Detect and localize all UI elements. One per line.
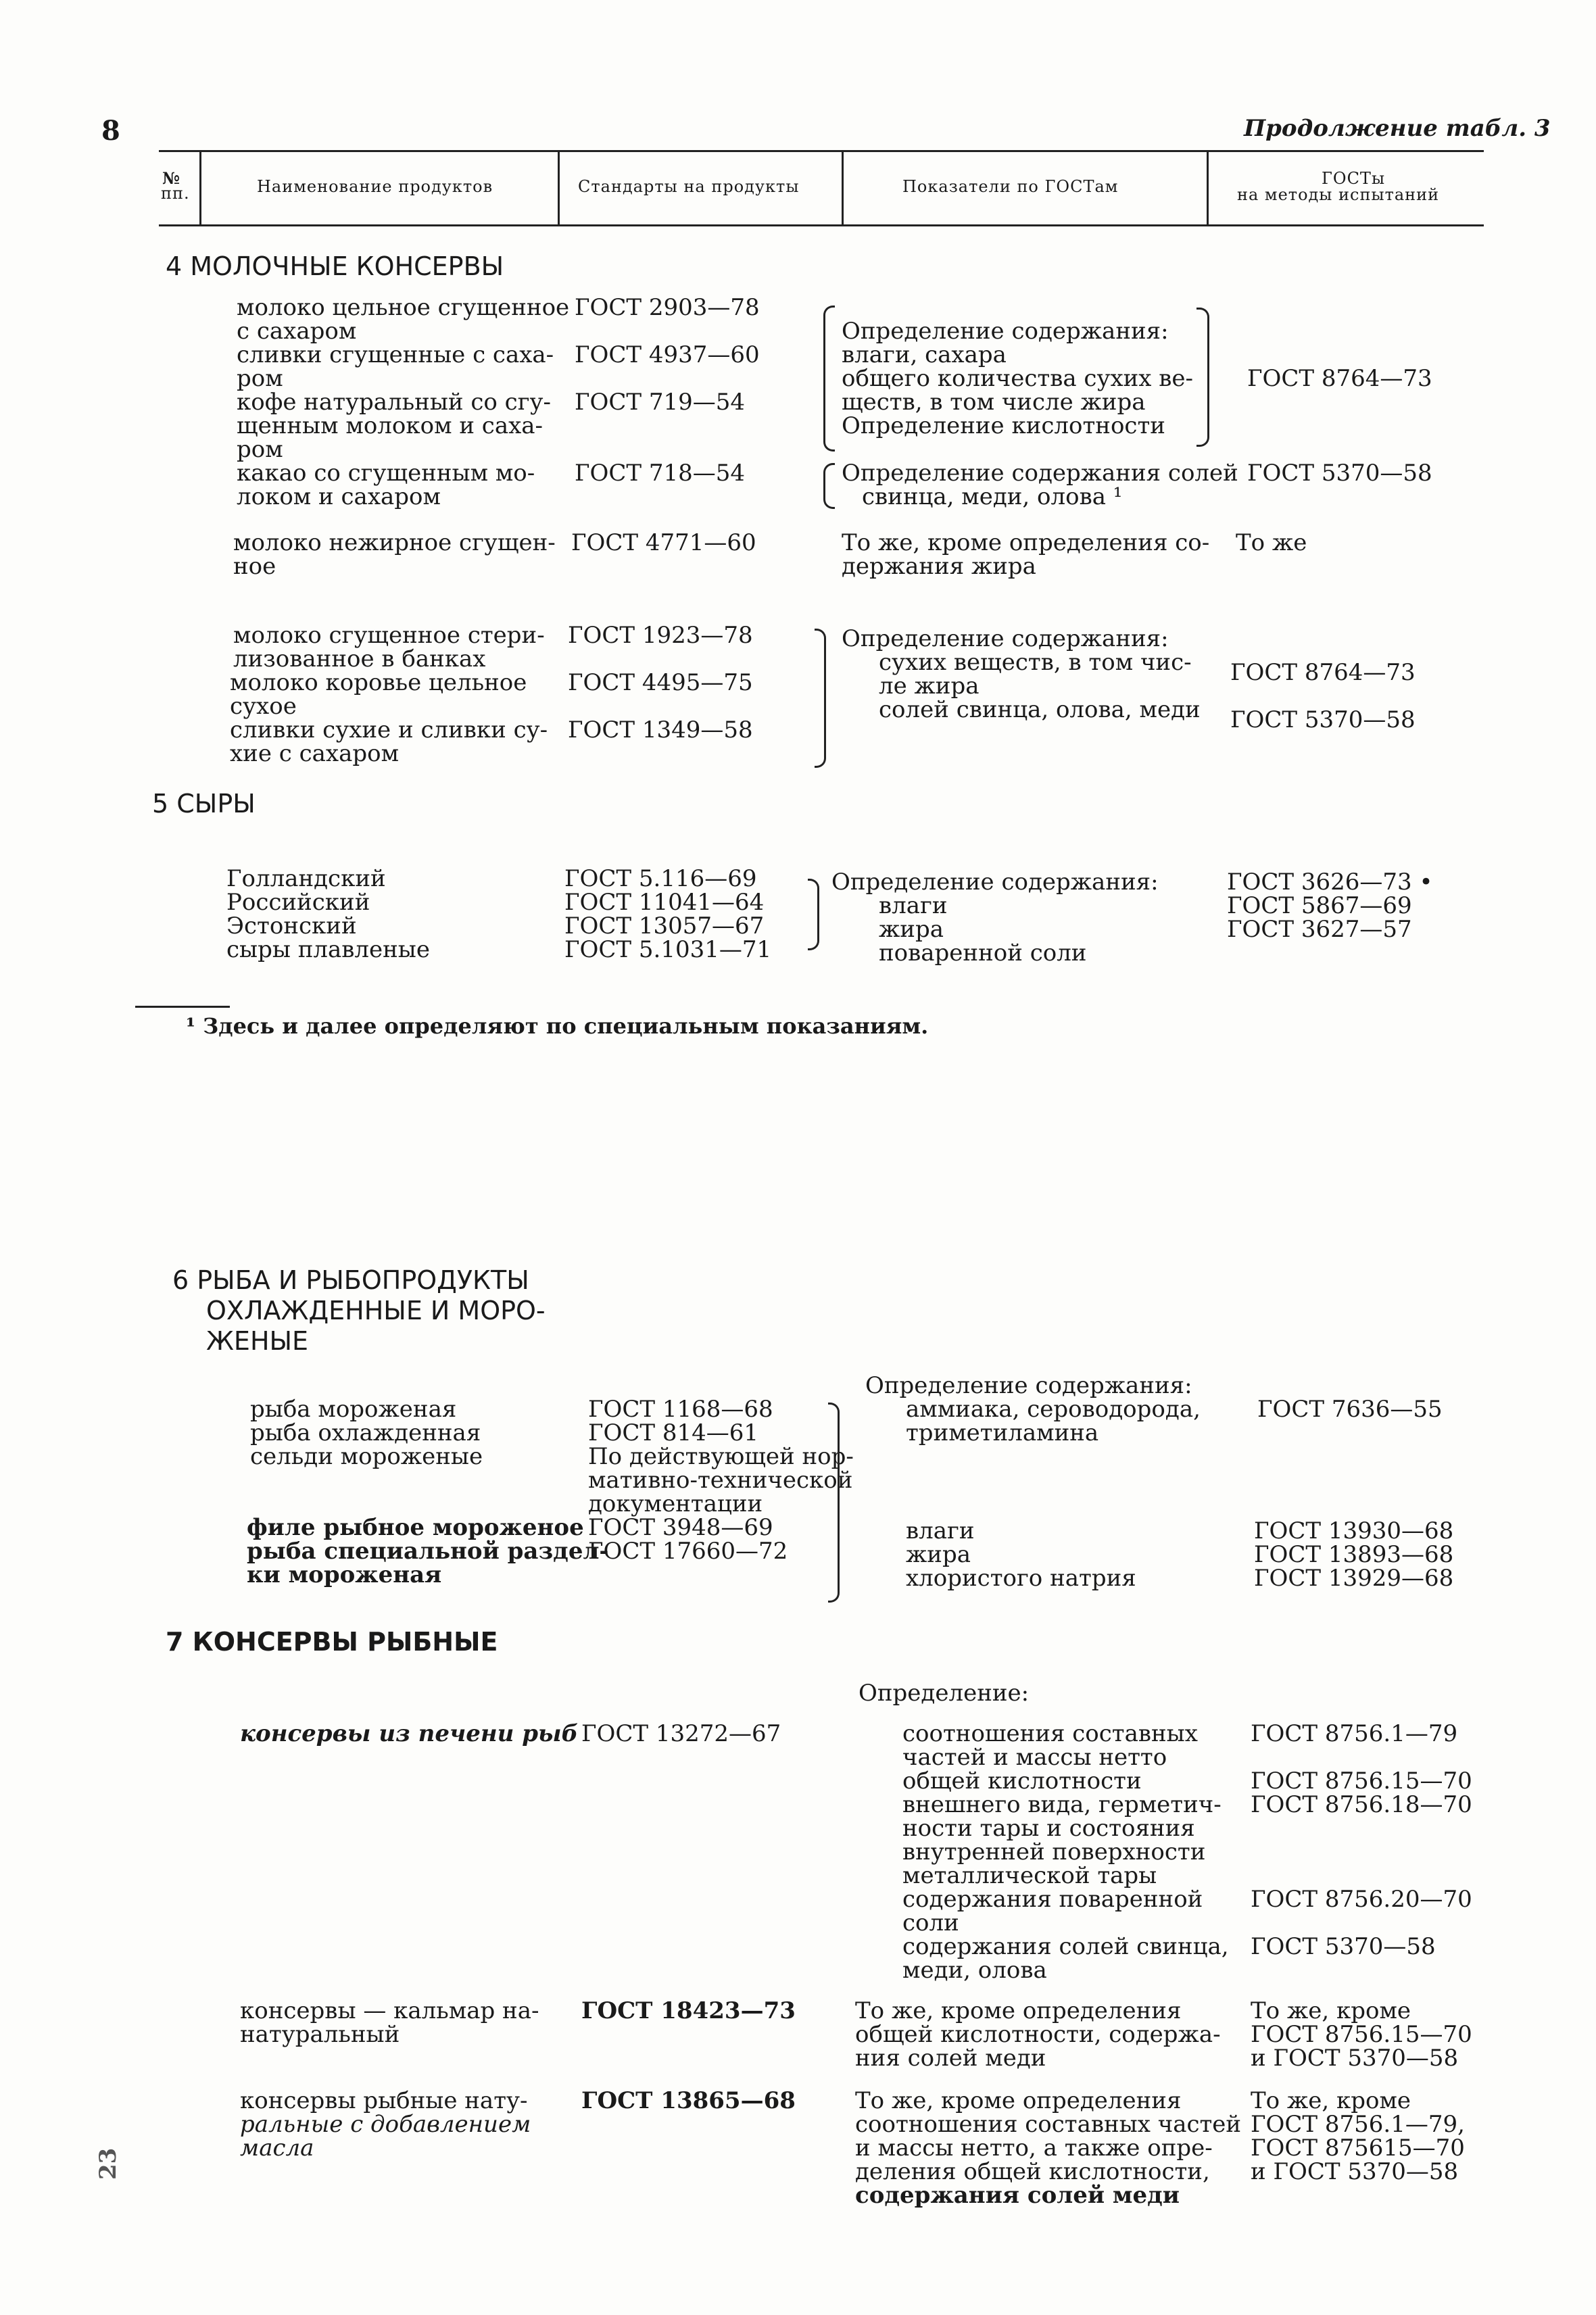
header-standards: Стандарты на продукты xyxy=(578,177,800,196)
method-standard: ГОСТ 8756.1—79 xyxy=(1251,1720,1458,1747)
indicator-line: влаги, сахара xyxy=(842,341,1007,368)
product-standard: ГОСТ 1349—58 xyxy=(568,716,753,744)
indicator-line: сухих веществ, в том чис- xyxy=(879,649,1192,676)
indicator-line: внутренней поверхности xyxy=(902,1838,1206,1866)
indicator-line: и массы нетто, а также опре- xyxy=(855,2135,1213,2162)
method-standard: и ГОСТ 5370—58 xyxy=(1251,2158,1459,2185)
indicator-line: общего количества сухих ве- xyxy=(842,365,1194,392)
product-standard: ГОСТ 4495—75 xyxy=(568,669,753,696)
indicator-line: внешнего вида, герметич- xyxy=(902,1791,1222,1818)
product-standard: ГОСТ 13865—68 xyxy=(581,2087,796,2114)
product-standard: ГОСТ 719—54 xyxy=(575,389,746,416)
product-standard: ГОСТ 4937—60 xyxy=(575,341,760,368)
indicator-line: солей свинца, олова, меди xyxy=(879,696,1201,723)
section-title: 4 МОЛОЧНЫЕ КОНСЕРВЫ xyxy=(166,251,504,281)
product-name: молоко цельное сгущенное xyxy=(237,294,570,321)
indicator-line: ности тары и состояния xyxy=(902,1815,1195,1842)
product-name: какао со сгущенным мо- xyxy=(237,460,535,487)
indicator-line: частей и массы нетто xyxy=(902,1744,1167,1771)
indicator-line: жира xyxy=(906,1541,971,1568)
indicator-line: Определение кислотности xyxy=(842,412,1165,439)
indicator-line: общей кислотности xyxy=(902,1768,1142,1795)
indicator-line: держания жира xyxy=(842,553,1036,580)
method-standard: ГОСТ 3626—73 • xyxy=(1227,869,1433,896)
product-name: масла xyxy=(240,2135,314,2162)
product-standard: ГОСТ 13057—67 xyxy=(564,912,765,940)
product-name: ки мороженая xyxy=(247,1561,442,1588)
product-standard: ГОСТ 17660—72 xyxy=(588,1538,788,1565)
indicator-line: ле жира xyxy=(879,673,980,700)
product-name: молоко нежирное сгущен- xyxy=(233,529,556,556)
product-name: локом и сахаром xyxy=(237,483,441,510)
method-standard: ГОСТ 8764—73 xyxy=(1230,659,1416,686)
method-standard: ГОСТ 5370—58 xyxy=(1247,460,1432,487)
product-name: натуральный xyxy=(240,2021,400,2048)
method-standard: ГОСТ 8764—73 xyxy=(1247,365,1432,392)
product-standard: ГОСТ 718—54 xyxy=(575,460,746,487)
indicator-line: влаги xyxy=(879,892,948,919)
indicator-line: металлической тары xyxy=(902,1862,1157,1889)
indicator-line: хлористого натрия xyxy=(906,1565,1136,1592)
header-product-name: Наименование продуктов xyxy=(257,177,493,196)
product-name: сыры плавленые xyxy=(226,936,430,963)
method-standard: ГОСТ 8756.18—70 xyxy=(1251,1791,1472,1818)
product-standard: мативно-технической xyxy=(588,1467,853,1494)
product-standard: ГОСТ 4771—60 xyxy=(571,529,756,556)
header-methods: ГОСТы xyxy=(1322,169,1386,188)
header-divider xyxy=(1207,152,1209,224)
brace-right xyxy=(828,1403,840,1603)
product-standard: ГОСТ 3948—69 xyxy=(588,1514,773,1541)
brace-left xyxy=(823,306,835,452)
indicator-line: жира xyxy=(879,916,944,943)
indicator-line: Определение содержания: xyxy=(842,318,1169,345)
method-standard: ГОСТ 5370—58 xyxy=(1251,1933,1436,1960)
product-name: хие с сахаром xyxy=(230,740,400,767)
product-standard: документации xyxy=(588,1490,763,1517)
method-standard: ГОСТ 875615—70 xyxy=(1251,2135,1465,2162)
product-name: сливки сгущенные с саха- xyxy=(237,341,554,368)
section-title: 6 РЫБА И РЫБОПРОДУКТЫ xyxy=(172,1265,529,1295)
indicator-line: То же, кроме определения xyxy=(855,2087,1182,2114)
indicator-line: То же, кроме определения xyxy=(855,1997,1182,2024)
method-standard: ГОСТ 7636—55 xyxy=(1257,1396,1443,1423)
product-name: Российский xyxy=(226,889,370,916)
method-standard: ГОСТ 13929—68 xyxy=(1254,1565,1454,1592)
indicator-line: соли xyxy=(902,1909,959,1936)
product-name: консервы — кальмар на- xyxy=(240,1997,539,2024)
indicator-line: поваренной соли xyxy=(879,940,1087,967)
method-standard: ГОСТ 8756.1—79, xyxy=(1251,2111,1465,2138)
product-name: с сахаром xyxy=(237,318,357,345)
indicator-line: То же, кроме определения со- xyxy=(842,529,1210,556)
product-name: рыба охлажденная xyxy=(250,1419,481,1446)
header-num: № xyxy=(162,168,181,188)
section-title: 5 СЫРЫ xyxy=(152,789,256,819)
indicator-line: содержания поваренной xyxy=(902,1886,1203,1913)
indicator-line: Определение содержания: xyxy=(842,625,1169,652)
indicator-line: содержания солей свинца, xyxy=(902,1933,1229,1960)
product-name: сельди мороженые xyxy=(250,1443,483,1470)
product-standard: ГОСТ 18423—73 xyxy=(581,1997,796,2024)
product-name: филе рыбное мороженое xyxy=(247,1514,584,1541)
product-standard: ГОСТ 5.1031—71 xyxy=(564,936,772,963)
method-standard: ГОСТ 13930—68 xyxy=(1254,1517,1454,1544)
method-standard: и ГОСТ 5370—58 xyxy=(1251,2045,1459,2072)
indicator-line: ния солей меди xyxy=(855,2045,1046,2072)
method-standard: ГОСТ 5370—58 xyxy=(1230,706,1416,733)
indicator-line: ществ, в том числе жира xyxy=(842,389,1146,416)
brace-right xyxy=(808,879,819,950)
method-standard: ГОСТ 8756.15—70 xyxy=(1251,1768,1472,1795)
method-standard: ГОСТ 3627—57 xyxy=(1227,916,1412,943)
indicator-line: свинца, меди, олова ¹ xyxy=(862,483,1123,510)
method-standard: То же, кроме xyxy=(1251,1997,1411,2024)
product-name: ром xyxy=(237,365,283,392)
margin-number: 23 xyxy=(95,2147,122,2180)
header-num-sub: пп. xyxy=(161,184,190,203)
method-standard: То же xyxy=(1236,529,1307,556)
brace-right xyxy=(815,629,826,768)
brace-left xyxy=(823,463,835,509)
indicator-line: общей кислотности, содержа- xyxy=(855,2021,1221,2048)
indicator-line: триметиламина xyxy=(906,1419,1099,1446)
page-number: 8 xyxy=(101,115,120,147)
indicator-line: соотношения составных частей xyxy=(855,2111,1242,2138)
product-standard: ГОСТ 2903—78 xyxy=(575,294,760,321)
section-title: ЖЕНЫЕ xyxy=(206,1326,309,1356)
brace-right xyxy=(1196,308,1209,447)
indicator-line: аммиака, сероводорода, xyxy=(906,1396,1201,1423)
method-standard: ГОСТ 8756.20—70 xyxy=(1251,1886,1472,1913)
product-name: лизованное в банках xyxy=(233,645,486,673)
indicator-line: влаги xyxy=(906,1517,975,1544)
header-divider xyxy=(199,152,201,224)
indicator-line: Определение содержания солей xyxy=(842,460,1238,487)
indicator-line: Определение содержания: xyxy=(831,869,1159,896)
footnote-rule xyxy=(135,1006,230,1008)
method-standard: ГОСТ 13893—68 xyxy=(1254,1541,1454,1568)
indicator-line: содержания солей меди xyxy=(855,2182,1180,2209)
product-name: молоко коровье цельное xyxy=(230,669,527,696)
indicator-line: меди, олова xyxy=(902,1957,1047,1984)
header-divider xyxy=(842,152,844,224)
indicator-line: соотношения составных xyxy=(902,1720,1198,1747)
product-name: сливки сухие и сливки су- xyxy=(230,716,548,744)
product-standard: ГОСТ 13272—67 xyxy=(581,1720,781,1747)
product-name: молоко сгущенное стери- xyxy=(233,622,545,649)
method-standard: ГОСТ 8756.15—70 xyxy=(1251,2021,1472,2048)
product-name: Голландский xyxy=(226,865,386,892)
product-name: рыба мороженая xyxy=(250,1396,457,1423)
product-standard: По действующей нор- xyxy=(588,1443,854,1470)
indicator-line: деления общей кислотности, xyxy=(855,2158,1210,2185)
product-name: щенным молоком и саха- xyxy=(237,412,543,439)
product-standard: ГОСТ 1168—68 xyxy=(588,1396,773,1423)
method-standard: То же, кроме xyxy=(1251,2087,1411,2114)
header-divider xyxy=(558,152,560,224)
product-standard: ГОСТ 814—61 xyxy=(588,1419,759,1446)
product-standard: ГОСТ 5.116—69 xyxy=(564,865,757,892)
product-name: консервы из печени рыб xyxy=(240,1720,579,1747)
product-name: консервы рыбные нату- xyxy=(240,2087,528,2114)
section-title: 7 КОНСЕРВЫ РЫБНЫЕ xyxy=(166,1627,498,1657)
product-name: ное xyxy=(233,553,276,580)
table-continuation: Продолжение табл. 3 xyxy=(1244,115,1551,142)
product-standard: ГОСТ 11041—64 xyxy=(564,889,765,916)
product-name: кофе натуральный со сгу- xyxy=(237,389,552,416)
indicator-head: Определение: xyxy=(859,1680,1030,1707)
product-name: ральные с добавлением xyxy=(240,2111,531,2138)
header-top-rule xyxy=(159,150,1484,152)
header-bottom-rule xyxy=(159,224,1484,226)
product-name: сухое xyxy=(230,693,297,720)
header-methods-sub: на методы испытаний xyxy=(1237,185,1440,204)
product-name: ром xyxy=(237,436,283,463)
indicator-head: Определение содержания: xyxy=(865,1372,1192,1399)
header-indicators: Показатели по ГОСТам xyxy=(902,177,1119,196)
method-standard: ГОСТ 5867—69 xyxy=(1227,892,1412,919)
footnote: ¹ Здесь и далее определяют по специальным показаниям. xyxy=(186,1013,929,1039)
product-name: Эстонский xyxy=(226,912,357,940)
product-standard: ГОСТ 1923—78 xyxy=(568,622,753,649)
section-title: ОХЛАЖДЕННЫЕ И МОРО- xyxy=(206,1296,546,1325)
product-name: рыба специальной раздел- xyxy=(247,1538,609,1565)
